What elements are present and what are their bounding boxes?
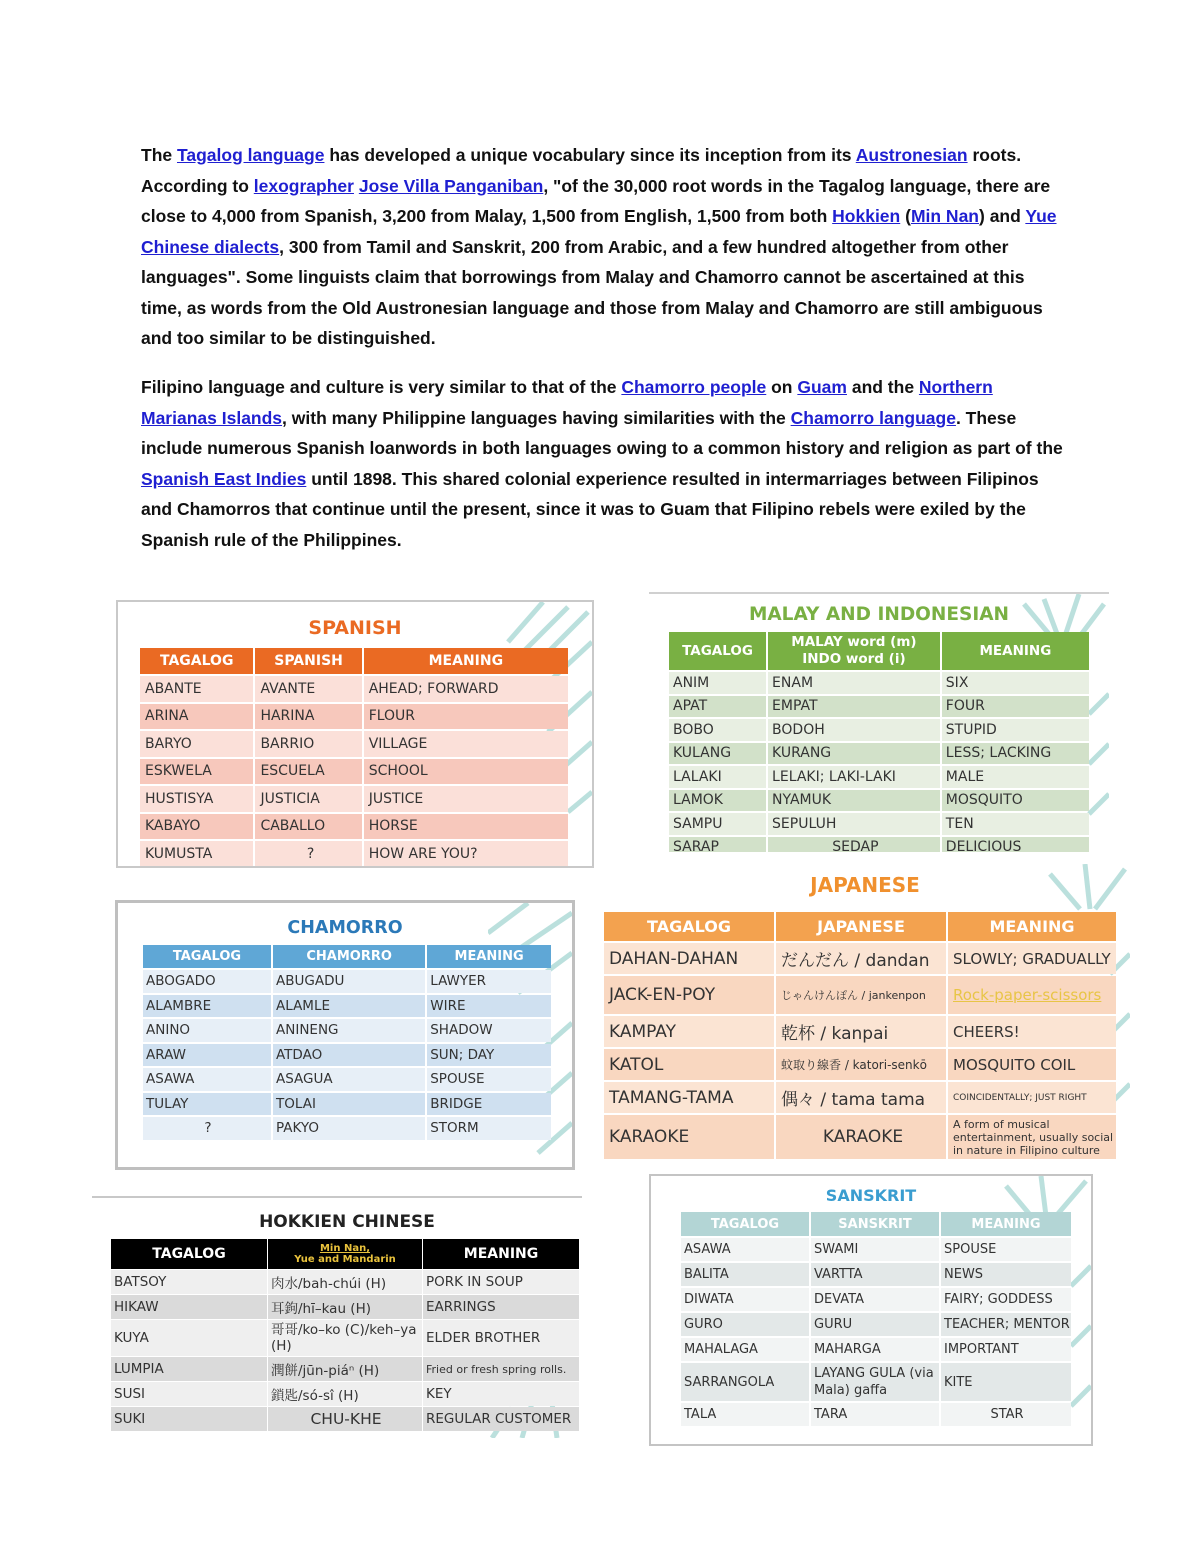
meaning-cell: STAR <box>941 1403 1071 1426</box>
text: until 1898. This shared colonial experience resulted in intermarriages between Filipinos and Chamorros that continue until the present, since it was to Guam that Filipino rebels were exiled by the Spanish rule of the Philippines. <box>141 468 1039 550</box>
table-row <box>140 814 568 840</box>
table-row <box>140 676 568 702</box>
text: ( <box>900 206 911 226</box>
tagalog-cell: ASAWA <box>143 1068 271 1091</box>
table-row <box>669 696 1089 718</box>
tagalog-cell: APAT <box>669 696 766 718</box>
japanese-table <box>602 910 1118 1161</box>
source-cell: 偶々 / tama tama <box>776 1082 946 1113</box>
tagalog-cell: BATSOY <box>111 1270 267 1294</box>
table-row <box>669 813 1089 835</box>
link-northern-marianas-islands[interactable]: Northern Marianas Islands <box>141 377 993 428</box>
tagalog-cell: KARAOKE <box>604 1115 774 1159</box>
table-row <box>143 995 551 1018</box>
source-cell: BARRIO <box>255 731 361 757</box>
meaning-cell: WIRE <box>427 995 551 1018</box>
column-header: CHAMORRO <box>273 945 425 968</box>
column-header <box>768 632 940 670</box>
tagalog-cell: KUMUSTA <box>140 841 253 867</box>
meaning-cell: FLOUR <box>364 704 568 730</box>
source-cell: ANINENG <box>273 1019 425 1042</box>
source-cell: 耳鉤/hī–kau (H) <box>268 1295 422 1319</box>
tagalog-cell: LUMPIA <box>111 1357 267 1381</box>
source-cell: 鎖匙/só-sî (H) <box>268 1382 422 1406</box>
table-header <box>140 648 568 674</box>
source-cell: 蚊取り線香 / katori-senkō <box>776 1049 946 1080</box>
table-row <box>111 1320 579 1356</box>
table-row <box>669 743 1089 765</box>
source-cell: KURANG <box>768 743 940 765</box>
table-row <box>681 1338 1071 1361</box>
source-cell: DEVATA <box>811 1288 939 1311</box>
tagalog-cell: KABAYO <box>140 814 253 840</box>
hokkien-chinese-loanwords-card <box>92 1196 582 1438</box>
text: Filipino language and culture is very similar to that of the <box>141 377 622 397</box>
meaning-cell: VILLAGE <box>364 731 568 757</box>
source-cell: GURU <box>811 1313 939 1336</box>
table-row <box>669 766 1089 788</box>
tagalog-cell: SAMPU <box>669 813 766 835</box>
source-cell: PAKYO <box>273 1117 425 1140</box>
source-cell: LELAKI; LAKI-LAKI <box>768 766 940 788</box>
source-cell: ENAM <box>768 672 940 694</box>
table-row <box>681 1403 1071 1426</box>
source-cell: CHU-KHE <box>268 1407 422 1431</box>
link-min-nan[interactable]: Min Nan <box>910 206 979 226</box>
meaning-cell: TEN <box>942 813 1089 835</box>
column-header <box>268 1239 422 1269</box>
source-cell: TOLAI <box>273 1093 425 1116</box>
japanese-loanwords-card <box>600 864 1130 1164</box>
table-row <box>111 1382 579 1406</box>
meaning-cell: BRIDGE <box>427 1093 551 1116</box>
source-cell: ALAMLE <box>273 995 425 1018</box>
table-row <box>604 1082 1116 1113</box>
meaning-cell: DELICIOUS <box>942 837 1089 853</box>
text: has developed a unique vocabulary since its inception from its <box>324 145 856 165</box>
meaning-cell: SCHOOL <box>364 759 568 785</box>
table-row <box>604 1115 1116 1159</box>
meaning-cell: SIX <box>942 672 1089 694</box>
table-row <box>143 1044 551 1067</box>
meaning-cell: ELDER BROTHER <box>423 1320 579 1356</box>
column-header: TAGALOG <box>111 1239 267 1269</box>
meaning-cell: HORSE <box>364 814 568 840</box>
table-row <box>111 1270 579 1294</box>
chamorro-table <box>141 943 553 1142</box>
tagalog-cell: KULANG <box>669 743 766 765</box>
source-cell: SEPULUH <box>768 813 940 835</box>
column-header: MEANING <box>364 648 568 674</box>
meaning-cell: STORM <box>427 1117 551 1140</box>
table-row <box>681 1363 1071 1401</box>
column-header: JAPANESE <box>776 912 946 941</box>
tagalog-cell: MAHALAGA <box>681 1338 809 1361</box>
column-header: TAGALOG <box>140 648 253 674</box>
tagalog-cell: KAMPAY <box>604 1016 774 1047</box>
meaning-cell: MOSQUITO COIL <box>948 1049 1116 1080</box>
meaning-cell: MOSQUITO <box>942 790 1089 812</box>
table-row <box>143 1068 551 1091</box>
tagalog-cell: JACK-EN-POY <box>604 976 774 1014</box>
meaning-cell: LAWYER <box>427 970 551 993</box>
source-cell: MAHARGA <box>811 1338 939 1361</box>
table-row <box>669 719 1089 741</box>
source-cell: ESCUELA <box>255 759 361 785</box>
source-cell: だんだん / dandan <box>776 943 946 974</box>
source-cell: 哥哥/ko–ko (C)/keh–ya (H) <box>268 1320 422 1356</box>
tagalog-cell: ? <box>143 1117 271 1140</box>
source-cell: ? <box>255 841 361 867</box>
tagalog-cell: LAMOK <box>669 790 766 812</box>
tagalog-cell: ABANTE <box>140 676 253 702</box>
link-spanish-east-indies[interactable]: Spanish East Indies <box>141 468 307 489</box>
column-header: SPANISH <box>255 648 361 674</box>
source-cell: SEDAP <box>768 837 940 853</box>
spanish-table <box>138 646 570 868</box>
link-jose-villa-panganiban[interactable]: Jose Villa Panganiban <box>358 175 544 196</box>
header-line: Min Nan, <box>319 1243 370 1254</box>
column-header: MEANING <box>941 1212 1071 1236</box>
tagalog-cell: ANINO <box>143 1019 271 1042</box>
link-chamorro-language[interactable]: Chamorro language <box>790 407 956 428</box>
tagalog-cell: ALAMBRE <box>143 995 271 1018</box>
source-cell: JUSTICIA <box>255 786 361 812</box>
text: and the <box>846 377 919 397</box>
meaning-cell: A form of musical entertainment, usually social in nature in Filipino culture <box>948 1115 1116 1159</box>
source-cell: KARAOKE <box>776 1115 946 1159</box>
meaning-cell: SPOUSE <box>427 1068 551 1091</box>
column-header: TAGALOG <box>143 945 271 968</box>
tagalog-cell: HUSTISYA <box>140 786 253 812</box>
source-cell: SWAMI <box>811 1238 939 1261</box>
tagalog-cell: DAHAN-DAHAN <box>604 943 774 974</box>
card-title: SPANISH <box>308 617 402 639</box>
table-row <box>143 970 551 993</box>
table-header <box>143 945 551 968</box>
tagalog-cell: TAMANG-TAMA <box>604 1082 774 1113</box>
chamorro-paragraph <box>141 372 1066 555</box>
table-row <box>604 976 1116 1014</box>
sanskrit-table <box>679 1210 1073 1428</box>
meaning-cell: STUPID <box>942 719 1089 741</box>
table-row <box>140 759 568 785</box>
column-header: TAGALOG <box>669 632 766 670</box>
source-cell: EMPAT <box>768 696 940 718</box>
tagalog-cell: TULAY <box>143 1093 271 1116</box>
column-header: MEANING <box>427 945 551 968</box>
table-row <box>143 1093 551 1116</box>
source-cell: ASAGUA <box>273 1068 425 1091</box>
meaning-cell: SPOUSE <box>941 1238 1071 1261</box>
text: The <box>141 145 177 165</box>
meaning-cell: KEY <box>423 1382 579 1406</box>
table-row <box>143 1019 551 1042</box>
source-cell: TARA <box>811 1403 939 1426</box>
tagalog-cell: KATOL <box>604 1049 774 1080</box>
text: , with many Philippine languages having similarities with the <box>282 407 791 428</box>
meaning-cell: IMPORTANT <box>941 1338 1071 1361</box>
meaning-cell: KITE <box>941 1363 1071 1401</box>
tagalog-cell: SARAP <box>669 837 766 853</box>
tagalog-cell: ARAW <box>143 1044 271 1067</box>
tagalog-cell: GURO <box>681 1313 809 1336</box>
link-lexographer[interactable]: lexographer <box>253 175 354 196</box>
card-title: MALAY AND INDONESIAN <box>748 604 1010 625</box>
link-yue-chinese-dialects[interactable]: Yue Chinese dialects <box>141 206 1057 257</box>
tagalog-cell: DIWATA <box>681 1288 809 1311</box>
table-row <box>669 790 1089 812</box>
text: roots. According to <box>141 145 1022 196</box>
meaning-cell: AHEAD; FORWARD <box>364 676 568 702</box>
source-cell: 乾杯 / kanpai <box>776 1016 946 1047</box>
table-row <box>681 1313 1071 1336</box>
table-row <box>681 1263 1071 1286</box>
meaning-cell: HOW ARE YOU? <box>364 841 568 867</box>
link-tagalog-language[interactable]: Tagalog language <box>176 145 325 165</box>
text: ) and <box>979 206 1026 226</box>
header-line: Yue and Mandarin <box>294 1254 396 1265</box>
table-header <box>604 912 1116 941</box>
table-row <box>669 837 1089 853</box>
meaning-cell: Fried or fresh spring rolls. <box>423 1357 579 1381</box>
table-row <box>111 1357 579 1381</box>
tagalog-cell: ASAWA <box>681 1238 809 1261</box>
meaning-cell: MALE <box>942 766 1089 788</box>
meaning-cell: NEWS <box>941 1263 1071 1286</box>
spanish-loanwords-card <box>116 600 594 868</box>
tagalog-cell: BOBO <box>669 719 766 741</box>
malay-table <box>667 630 1091 852</box>
meaning-cell: CHEERS! <box>948 1016 1116 1047</box>
table-row <box>140 731 568 757</box>
link-guam[interactable]: Guam <box>797 377 847 397</box>
table-row <box>681 1238 1071 1261</box>
meaning-cell: SLOWLY; GRADUALLY <box>948 943 1116 974</box>
link-chamorro-people[interactable]: Chamorro people <box>621 377 767 397</box>
meaning-cell: SUN; DAY <box>427 1044 551 1067</box>
meaning-cell: FAIRY; GODDESS <box>941 1288 1071 1311</box>
link-austronesian[interactable]: Austronesian <box>855 145 968 165</box>
meaning-cell: PORK IN SOUP <box>423 1270 579 1294</box>
tagalog-cell: SUSI <box>111 1382 267 1406</box>
column-header: MEANING <box>942 632 1089 670</box>
meaning-cell: EARRINGS <box>423 1295 579 1319</box>
source-cell: HARINA <box>255 704 361 730</box>
tagalog-cell: ANIM <box>669 672 766 694</box>
table-row <box>140 786 568 812</box>
hokkien-table <box>110 1238 580 1432</box>
tagalog-cell: BARYO <box>140 731 253 757</box>
table-header <box>669 632 1089 670</box>
table-header <box>681 1212 1071 1236</box>
tagalog-cell: TALA <box>681 1403 809 1426</box>
source-cell: 潤餅/jūn-piáⁿ (H) <box>268 1357 422 1381</box>
source-cell: BODOH <box>768 719 940 741</box>
source-cell: LAYANG GULA (via Mala) gaffa <box>811 1363 939 1401</box>
card-title: SANSKRIT <box>825 1186 917 1205</box>
table-row <box>681 1288 1071 1311</box>
meaning-cell: SHADOW <box>427 1019 551 1042</box>
tagalog-cell: HIKAW <box>111 1295 267 1319</box>
source-cell: ATDAO <box>273 1044 425 1067</box>
source-cell: ABUGADU <box>273 970 425 993</box>
sanskrit-loanwords-card <box>649 1174 1093 1446</box>
meaning-cell: JUSTICE <box>364 786 568 812</box>
source-cell: AVANTE <box>255 676 361 702</box>
source-cell: NYAMUK <box>768 790 940 812</box>
tagalog-cell: SUKI <box>111 1407 267 1431</box>
text: on <box>766 377 798 397</box>
table-row <box>143 1117 551 1140</box>
header-line: MALAY word (m) <box>791 634 917 650</box>
text: , 300 from Tamil and Sanskrit, 200 from Arabic, and a few hundred altogether from other languages". Some linguists claim that borrowings from Malay and Chamorro cannot be ascertained at this time, as words from the Old Austronesian language and those from Malay and Chamorro are still ambiguous and too similar to be distinguished. <box>141 236 1043 348</box>
meaning-cell: COINCIDENTALLY; JUST RIGHT <box>948 1082 1116 1113</box>
card-title: CHAMORRO <box>287 918 403 938</box>
column-header: TAGALOG <box>681 1212 809 1236</box>
meaning-cell: Rock-paper-scissors <box>948 976 1116 1014</box>
source-cell: じゃんけんぽん / jankenpon <box>776 976 946 1014</box>
card-title: JAPANESE <box>810 873 920 897</box>
column-header: MEANING <box>423 1239 579 1269</box>
tagalog-cell: BALITA <box>681 1263 809 1286</box>
card-title: HOKKIEN CHINESE <box>259 1212 435 1232</box>
intro-paragraph <box>141 140 1066 354</box>
link-hokkien[interactable]: Hokkien <box>832 206 901 226</box>
source-cell: CABALLO <box>255 814 361 840</box>
table-row <box>111 1407 579 1431</box>
table-row <box>669 672 1089 694</box>
meaning-cell: FOUR <box>942 696 1089 718</box>
tagalog-cell: ABOGADO <box>143 970 271 993</box>
text: . These include numerous Spanish loanwords in both languages owing to a common history and religion as part of the <box>141 407 1063 458</box>
table-row <box>604 1049 1116 1080</box>
chamorro-loanwords-card <box>115 900 575 1170</box>
column-header: SANSKRIT <box>811 1212 939 1236</box>
tagalog-cell: ESKWELA <box>140 759 253 785</box>
meaning-cell: LESS; LACKING <box>942 743 1089 765</box>
source-cell: VARTTA <box>811 1263 939 1286</box>
header-line: INDO word (i) <box>802 651 906 667</box>
tagalog-cell: SARRANGOLA <box>681 1363 809 1401</box>
table-row <box>140 704 568 730</box>
malay-indonesian-loanwords-card <box>649 592 1109 852</box>
tagalog-cell: KUYA <box>111 1320 267 1356</box>
table-row <box>604 1016 1116 1047</box>
column-header: TAGALOG <box>604 912 774 941</box>
table-row <box>111 1295 579 1319</box>
text: , "of the 30,000 root words in the Tagalog language, there are close to 4,000 from Spanish, 3,200 from Malay, 1,500 from English, 1,500 from both <box>141 175 1051 226</box>
column-header: MEANING <box>948 912 1116 941</box>
table-row <box>604 943 1116 974</box>
meaning-cell: TEACHER; MENTOR <box>941 1313 1071 1336</box>
tagalog-cell: ARINA <box>140 704 253 730</box>
table-header <box>111 1239 579 1269</box>
source-cell: 肉水/bah-chúi (H) <box>268 1270 422 1294</box>
table-row <box>140 841 568 867</box>
meaning-cell: REGULAR CUSTOMER <box>423 1407 579 1431</box>
tagalog-cell: LALAKI <box>669 766 766 788</box>
